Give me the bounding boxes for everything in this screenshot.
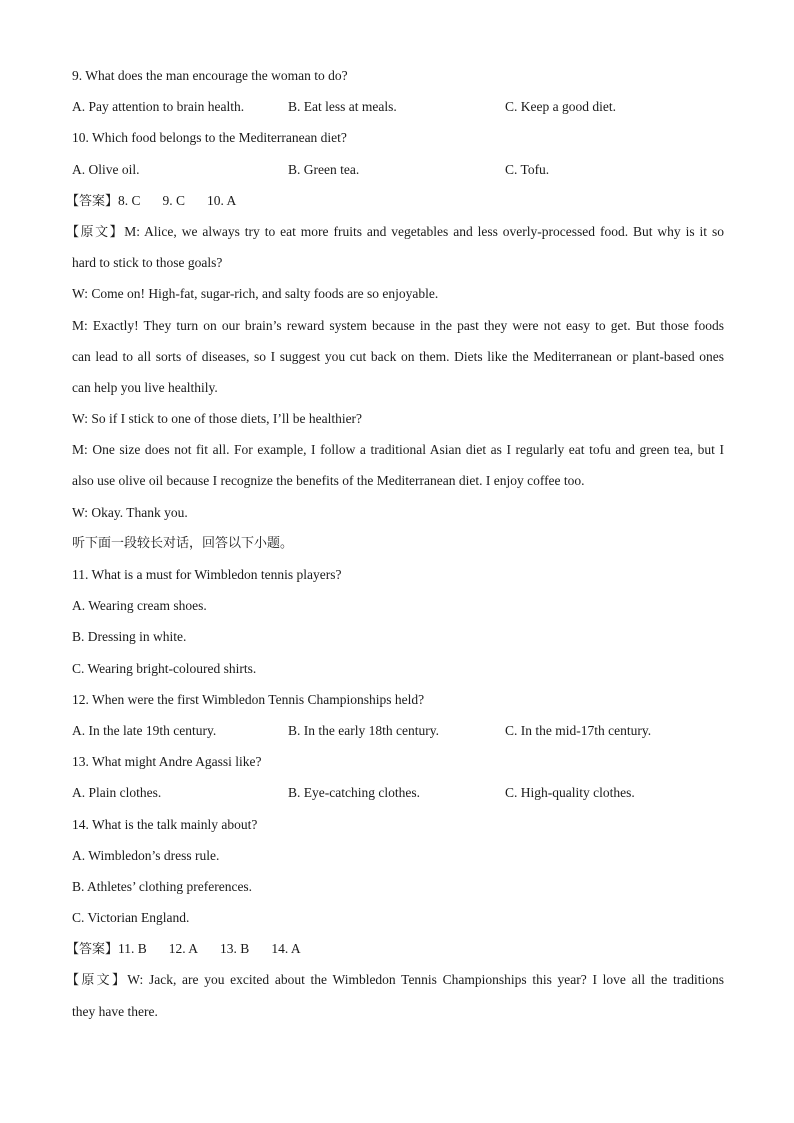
question-14: 14. What is the talk mainly about? [72,816,258,832]
transcript-line: hard to stick to those goals? [72,255,223,271]
answer-key-2 [66,933,724,964]
option-13b: B. Eye-catching clothes. [288,785,420,801]
answer-item: 8. C [118,192,141,208]
option-9c: C. Keep a good diet. [505,99,616,115]
answer-key-1 [66,185,724,216]
transcript-line: 【原文】W: Jack, are you excited about the Wimbledon Tennis Championships this year? I love all the traditions [66,972,724,989]
question-10-options [72,154,724,185]
question-12-options [72,715,724,746]
transcript-line: 【原文】M: Alice, we always try to eat more fruits and vegetables and less overly-processed food. But why is it so [66,223,724,240]
question-13: 13. What might Andre Agassi like? [72,754,262,770]
transcript-line: can help you live healthily. [72,379,218,395]
option-9a: A. Pay attention to brain health. [72,99,245,115]
option-10c: C. Tofu. [505,161,550,177]
transcript-line: W: So if I stick to one of those diets, I’ll be healthier? [72,411,363,427]
transcript-tag: 【原文】 [66,973,128,989]
question-13-options [72,777,724,808]
question-12: 12. When were the first Wimbledon Tennis Championships held? [72,691,425,707]
option-11b: B. Dressing in white. [72,629,187,645]
answer-item: 10. A [207,192,237,208]
option-12b: B. In the early 18th century. [288,722,439,738]
option-14b: B. Athletes’ clothing preferences. [72,878,253,894]
option-9b: B. Eat less at meals. [288,99,397,115]
answer-item: 11. B [118,941,147,957]
option-11a: A. Wearing cream shoes. [72,598,207,614]
answer-tag: 【答案】 [66,193,119,209]
option-10b: B. Green tea. [288,161,360,177]
option-13a: A. Plain clothes. [72,785,162,801]
transcript-tag: 【原文】 [66,224,125,240]
transcript-line: also use olive oil because I recognize the benefits of the Mediterranean diet. I enjoy coffee too. [72,473,585,489]
transcript-line: can lead to all sorts of diseases, so I suggest you cut back on them. Diets like the Mediterranean or plant-based ones [72,348,724,364]
question-9-options [72,91,724,122]
question-10: 10. Which food belongs to the Mediterranean diet? [72,130,347,146]
option-10a: A. Olive oil. [72,161,140,177]
option-14c: C. Victorian England. [72,910,190,926]
answer-item: 13. B [220,941,250,957]
question-9: 9. What does the man encourage the woman to do? [72,68,348,83]
question-11: 11. What is a must for Wimbledon tennis players? [72,567,342,582]
transcript-line: M: One size does not fit all. For example, I follow a traditional Asian diet as I regularly eat tofu and green tea, but I [72,442,724,458]
option-12c: C. In the mid-17th century. [505,722,652,738]
document-page [66,60,724,1027]
answer-item: 14. A [271,941,301,957]
section-instruction: 听下面一段较长对话，回答以下小题。 [72,535,294,551]
answer-item: 9. C [162,192,186,208]
answer-item: 12. A [168,941,199,957]
option-12a: A. In the late 19th century. [72,722,217,738]
transcript-line: W: Okay. Thank you. [72,504,188,520]
option-14a: A. Wimbledon’s dress rule. [72,847,220,863]
answer-tag: 【答案】 [66,942,119,958]
transcript-line: they have there. [72,1003,158,1019]
transcript-line: W: Come on! High-fat, sugar-rich, and salty foods are so enjoyable. [72,286,439,302]
option-13c: C. High-quality clothes. [505,785,635,801]
option-11c: C. Wearing bright-coloured shirts. [72,660,257,676]
transcript-line: M: Exactly! They turn on our brain’s reward system because in the past they were not easy to get. But those foods [72,317,724,333]
